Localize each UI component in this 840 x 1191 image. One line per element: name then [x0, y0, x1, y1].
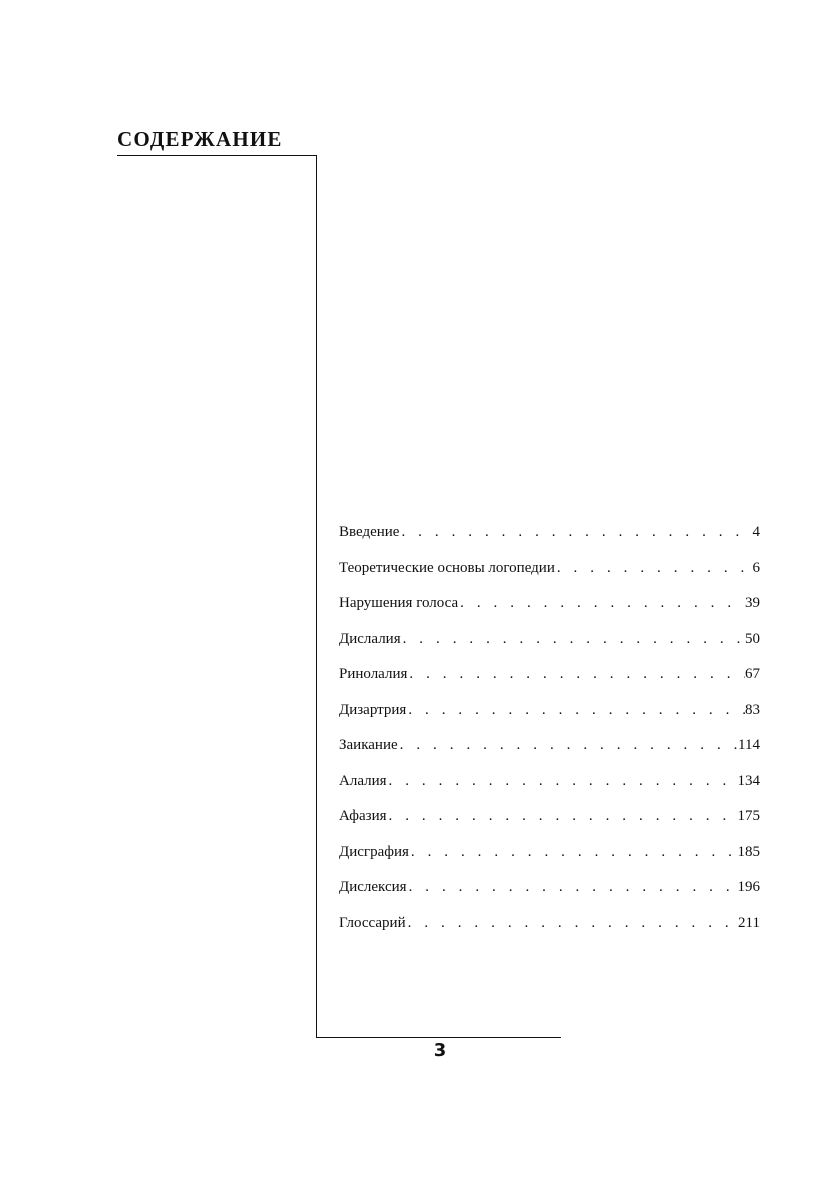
toc-entry[interactable] [339, 553, 760, 589]
toc-entry[interactable] [339, 588, 760, 624]
toc-entry-page: 196 [737, 879, 760, 895]
toc-entry-title: Теоретические основы логопедии [339, 559, 555, 576]
dot-leader [401, 624, 745, 654]
toc-entry-title: Заикание [339, 737, 398, 753]
dot-leader [398, 730, 738, 760]
dot-leader [407, 872, 738, 902]
toc-entry-page: 83 [745, 701, 760, 718]
toc-entry-page: 50 [745, 630, 760, 647]
vertical-divider [316, 155, 317, 1038]
toc-entry-page: 67 [745, 666, 760, 682]
page-number: 3 [433, 1040, 447, 1061]
toc-entry[interactable] [339, 659, 760, 695]
toc-entry-page: 175 [737, 808, 760, 824]
page-title: СОДЕРЖАНИЕ [117, 127, 283, 151]
dot-leader [399, 517, 752, 547]
table-of-contents [339, 517, 760, 943]
toc-entry-page: 185 [737, 843, 760, 860]
toc-entry-title: Дислалия [339, 630, 401, 647]
toc-entry-title: Дисграфия [339, 843, 409, 860]
toc-entry[interactable] [339, 872, 760, 908]
toc-entry[interactable] [339, 517, 760, 553]
toc-entry-title: Афазия [339, 808, 387, 824]
dot-leader [409, 837, 738, 867]
toc-entry-page: 134 [737, 772, 760, 789]
dot-leader [387, 801, 738, 831]
toc-entry[interactable] [339, 801, 760, 837]
toc-entry-title: Нарушения голоса [339, 595, 459, 611]
toc-entry[interactable] [339, 695, 760, 731]
toc-entry-page: 39 [745, 595, 760, 611]
title-underline [117, 155, 317, 156]
toc-entry-title: Дизартрия [339, 701, 407, 718]
toc-entry[interactable] [339, 766, 760, 802]
toc-entry[interactable] [339, 624, 760, 660]
toc-entry-title: Глоссарий [339, 914, 406, 931]
toc-entry-page: 6 [752, 559, 760, 576]
toc-entry-title: Дислексия [339, 879, 407, 895]
dot-leader [387, 766, 738, 796]
dot-leader [406, 695, 745, 725]
toc-entry[interactable] [339, 908, 760, 944]
toc-entry[interactable] [339, 837, 760, 873]
toc-entry-title: Введение [339, 524, 400, 540]
bottom-rule [316, 1037, 561, 1038]
dot-leader [555, 553, 753, 583]
toc-entry-title: Ринолалия [339, 666, 408, 682]
toc-entry-page: 4 [752, 524, 760, 540]
dot-leader [458, 588, 745, 618]
toc-entry[interactable] [339, 730, 760, 766]
toc-entry-page: 114 [738, 737, 760, 753]
dot-leader [406, 908, 738, 938]
toc-entry-page: 211 [738, 914, 760, 931]
toc-entry-title: Алалия [339, 772, 387, 789]
dot-leader [407, 659, 745, 689]
